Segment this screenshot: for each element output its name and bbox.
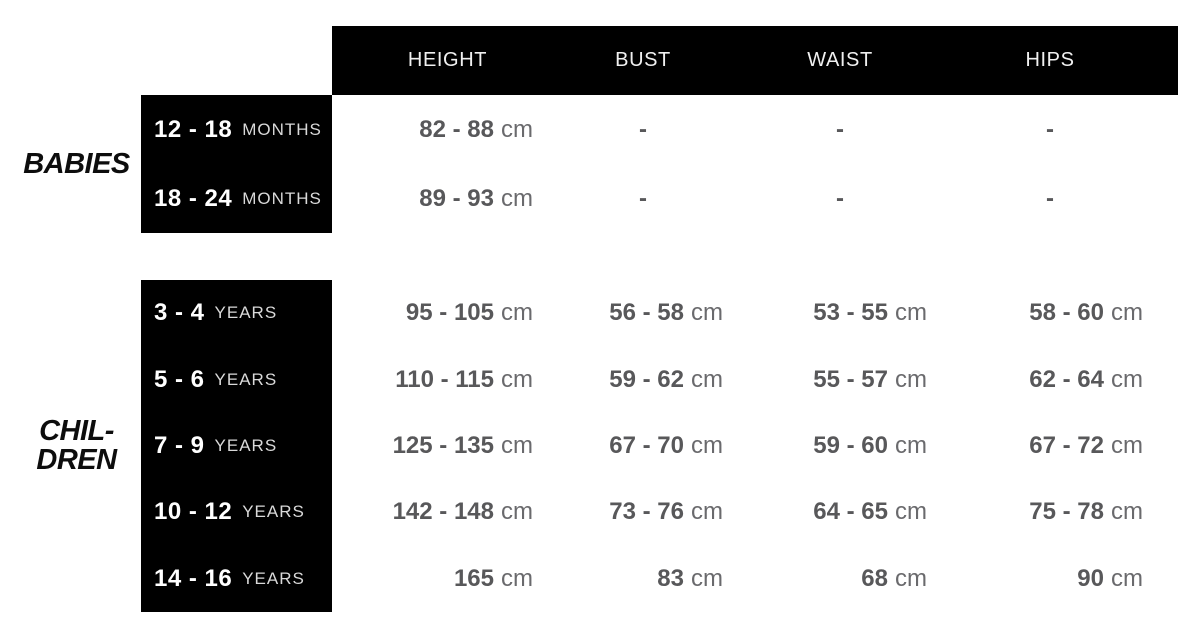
- age-box-babies: [141, 95, 332, 233]
- age-unit-label: YEARS: [214, 303, 278, 323]
- measurement-unit: cm: [691, 365, 723, 393]
- measurement-value: 67 - 72: [1029, 432, 1104, 460]
- cell-bust: [533, 432, 723, 460]
- measurement-value: 89 - 93: [419, 184, 494, 212]
- group-label-babies: [0, 95, 141, 233]
- age-unit-label: MONTHS: [242, 119, 322, 139]
- table-row: [332, 280, 1178, 346]
- measurement-unit: cm: [1111, 432, 1143, 460]
- cell-hips: [927, 366, 1143, 394]
- measurement-unit: cm: [501, 184, 533, 212]
- cell-waist: [723, 432, 927, 460]
- measurement-value: 110 - 115: [395, 365, 494, 393]
- measurement-value: 53 - 55: [813, 299, 888, 327]
- column-header-bust: BUST: [615, 49, 671, 71]
- measurement-value: -: [836, 184, 844, 212]
- cell-waist: [723, 299, 927, 327]
- measurement-value: 125 - 135: [392, 432, 494, 460]
- age-row: [141, 164, 332, 233]
- measurement-value: 62 - 64: [1029, 365, 1104, 393]
- measurement-value: 83: [657, 564, 684, 592]
- measurement-unit: cm: [1111, 365, 1143, 393]
- measurement-unit: cm: [1111, 299, 1143, 327]
- cell-hips: [927, 432, 1143, 460]
- cell-bust: [533, 565, 723, 593]
- measurement-unit: cm: [1111, 564, 1143, 592]
- measurement-value: 56 - 58: [609, 299, 684, 327]
- measurement-value: 73 - 76: [609, 498, 684, 526]
- table-row: [332, 546, 1178, 612]
- cell-waist: [723, 185, 927, 213]
- cell-hips: [927, 498, 1143, 526]
- cell-height: [332, 366, 533, 394]
- measurement-value: 142 - 148: [392, 498, 494, 526]
- cell-bust: [533, 299, 723, 327]
- group-label-line: BABIES: [23, 147, 130, 180]
- measurement-value: 75 - 78: [1029, 498, 1104, 526]
- measurement-value: 64 - 65: [813, 498, 888, 526]
- column-header-height: HEIGHT: [407, 49, 488, 71]
- age-row: [141, 346, 332, 412]
- measurement-unit: cm: [895, 432, 927, 460]
- age-row: [141, 280, 332, 346]
- age-range: 7 - 9: [154, 432, 205, 460]
- age-row: [141, 413, 332, 479]
- cell-height: [332, 432, 533, 460]
- age-range: 12 - 18: [154, 115, 233, 143]
- measurement-value: 82 - 88: [419, 115, 494, 143]
- measurement-unit: cm: [691, 299, 723, 327]
- measurement-value: 58 - 60: [1029, 299, 1104, 327]
- measurement-value: 55 - 57: [813, 365, 888, 393]
- cell-waist: [723, 565, 927, 593]
- measurement-unit: cm: [501, 115, 533, 143]
- measurement-value: 67 - 70: [609, 432, 684, 460]
- age-unit-label: YEARS: [214, 436, 278, 456]
- measurement-unit: cm: [501, 365, 533, 393]
- age-row: [141, 546, 332, 612]
- age-range: 14 - 16: [154, 564, 233, 592]
- measurement-value: -: [1046, 184, 1054, 212]
- measurement-unit: cm: [691, 564, 723, 592]
- table-row: [332, 346, 1178, 412]
- table-row: [332, 164, 1178, 233]
- measurement-value: -: [836, 115, 844, 143]
- cell-bust: [533, 116, 723, 144]
- cell-hips: [927, 116, 1143, 144]
- cell-hips: [927, 565, 1143, 593]
- cell-height: [332, 116, 533, 144]
- measurement-unit: cm: [691, 432, 723, 460]
- section-children: [0, 280, 1200, 612]
- group-label-children: [0, 280, 141, 612]
- group-label-line: DREN: [36, 444, 117, 476]
- cell-bust: [533, 185, 723, 213]
- column-header-waist: WAIST: [807, 49, 873, 71]
- measurement-value: 68: [861, 564, 888, 592]
- cell-waist: [723, 498, 927, 526]
- cell-hips: [927, 299, 1143, 327]
- cell-bust: [533, 366, 723, 394]
- data-area-children: [332, 280, 1178, 612]
- table-header-row: [0, 0, 1200, 95]
- table-header-bar: [332, 26, 1178, 95]
- age-unit-label: YEARS: [242, 568, 305, 588]
- column-header-hips: HIPS: [1025, 49, 1075, 71]
- table-row: [332, 413, 1178, 479]
- age-unit-label: YEARS: [214, 369, 278, 389]
- measurement-unit: cm: [895, 564, 927, 592]
- measurement-unit: cm: [501, 498, 533, 526]
- measurement-value: 165: [453, 564, 494, 592]
- age-range: 18 - 24: [154, 184, 233, 212]
- age-unit-label: MONTHS: [242, 188, 322, 208]
- header-spacer: [0, 26, 332, 95]
- cell-waist: [723, 116, 927, 144]
- section-babies: [0, 95, 1200, 233]
- measurement-unit: cm: [501, 432, 533, 460]
- cell-height: [332, 299, 533, 327]
- measurement-value: 90: [1077, 564, 1104, 592]
- cell-hips: [927, 185, 1143, 213]
- group-label-line: CHIL-: [39, 415, 114, 447]
- measurement-unit: cm: [895, 365, 927, 393]
- cell-height: [332, 565, 533, 593]
- cell-height: [332, 498, 533, 526]
- cell-height: [332, 185, 533, 213]
- age-box-children: [141, 280, 332, 612]
- measurement-unit: cm: [501, 564, 533, 592]
- table-row: [332, 95, 1178, 164]
- age-range: 5 - 6: [154, 365, 205, 393]
- cell-bust: [533, 498, 723, 526]
- table-row: [332, 479, 1178, 545]
- measurement-value: -: [639, 115, 647, 143]
- measurement-value: 59 - 60: [813, 432, 888, 460]
- age-row: [141, 479, 332, 545]
- age-range: 10 - 12: [154, 498, 233, 526]
- measurement-unit: cm: [691, 498, 723, 526]
- age-range: 3 - 4: [154, 299, 205, 327]
- data-area-babies: [332, 95, 1178, 233]
- measurement-value: 59 - 62: [609, 365, 684, 393]
- measurement-unit: cm: [501, 299, 533, 327]
- age-row: [141, 95, 332, 164]
- cell-waist: [723, 366, 927, 394]
- measurement-value: -: [1046, 115, 1054, 143]
- measurement-value: 95 - 105: [405, 299, 494, 327]
- age-unit-label: YEARS: [242, 502, 305, 522]
- measurement-unit: cm: [895, 498, 927, 526]
- measurement-value: -: [639, 184, 647, 212]
- measurement-unit: cm: [1111, 498, 1143, 526]
- measurement-unit: cm: [895, 299, 927, 327]
